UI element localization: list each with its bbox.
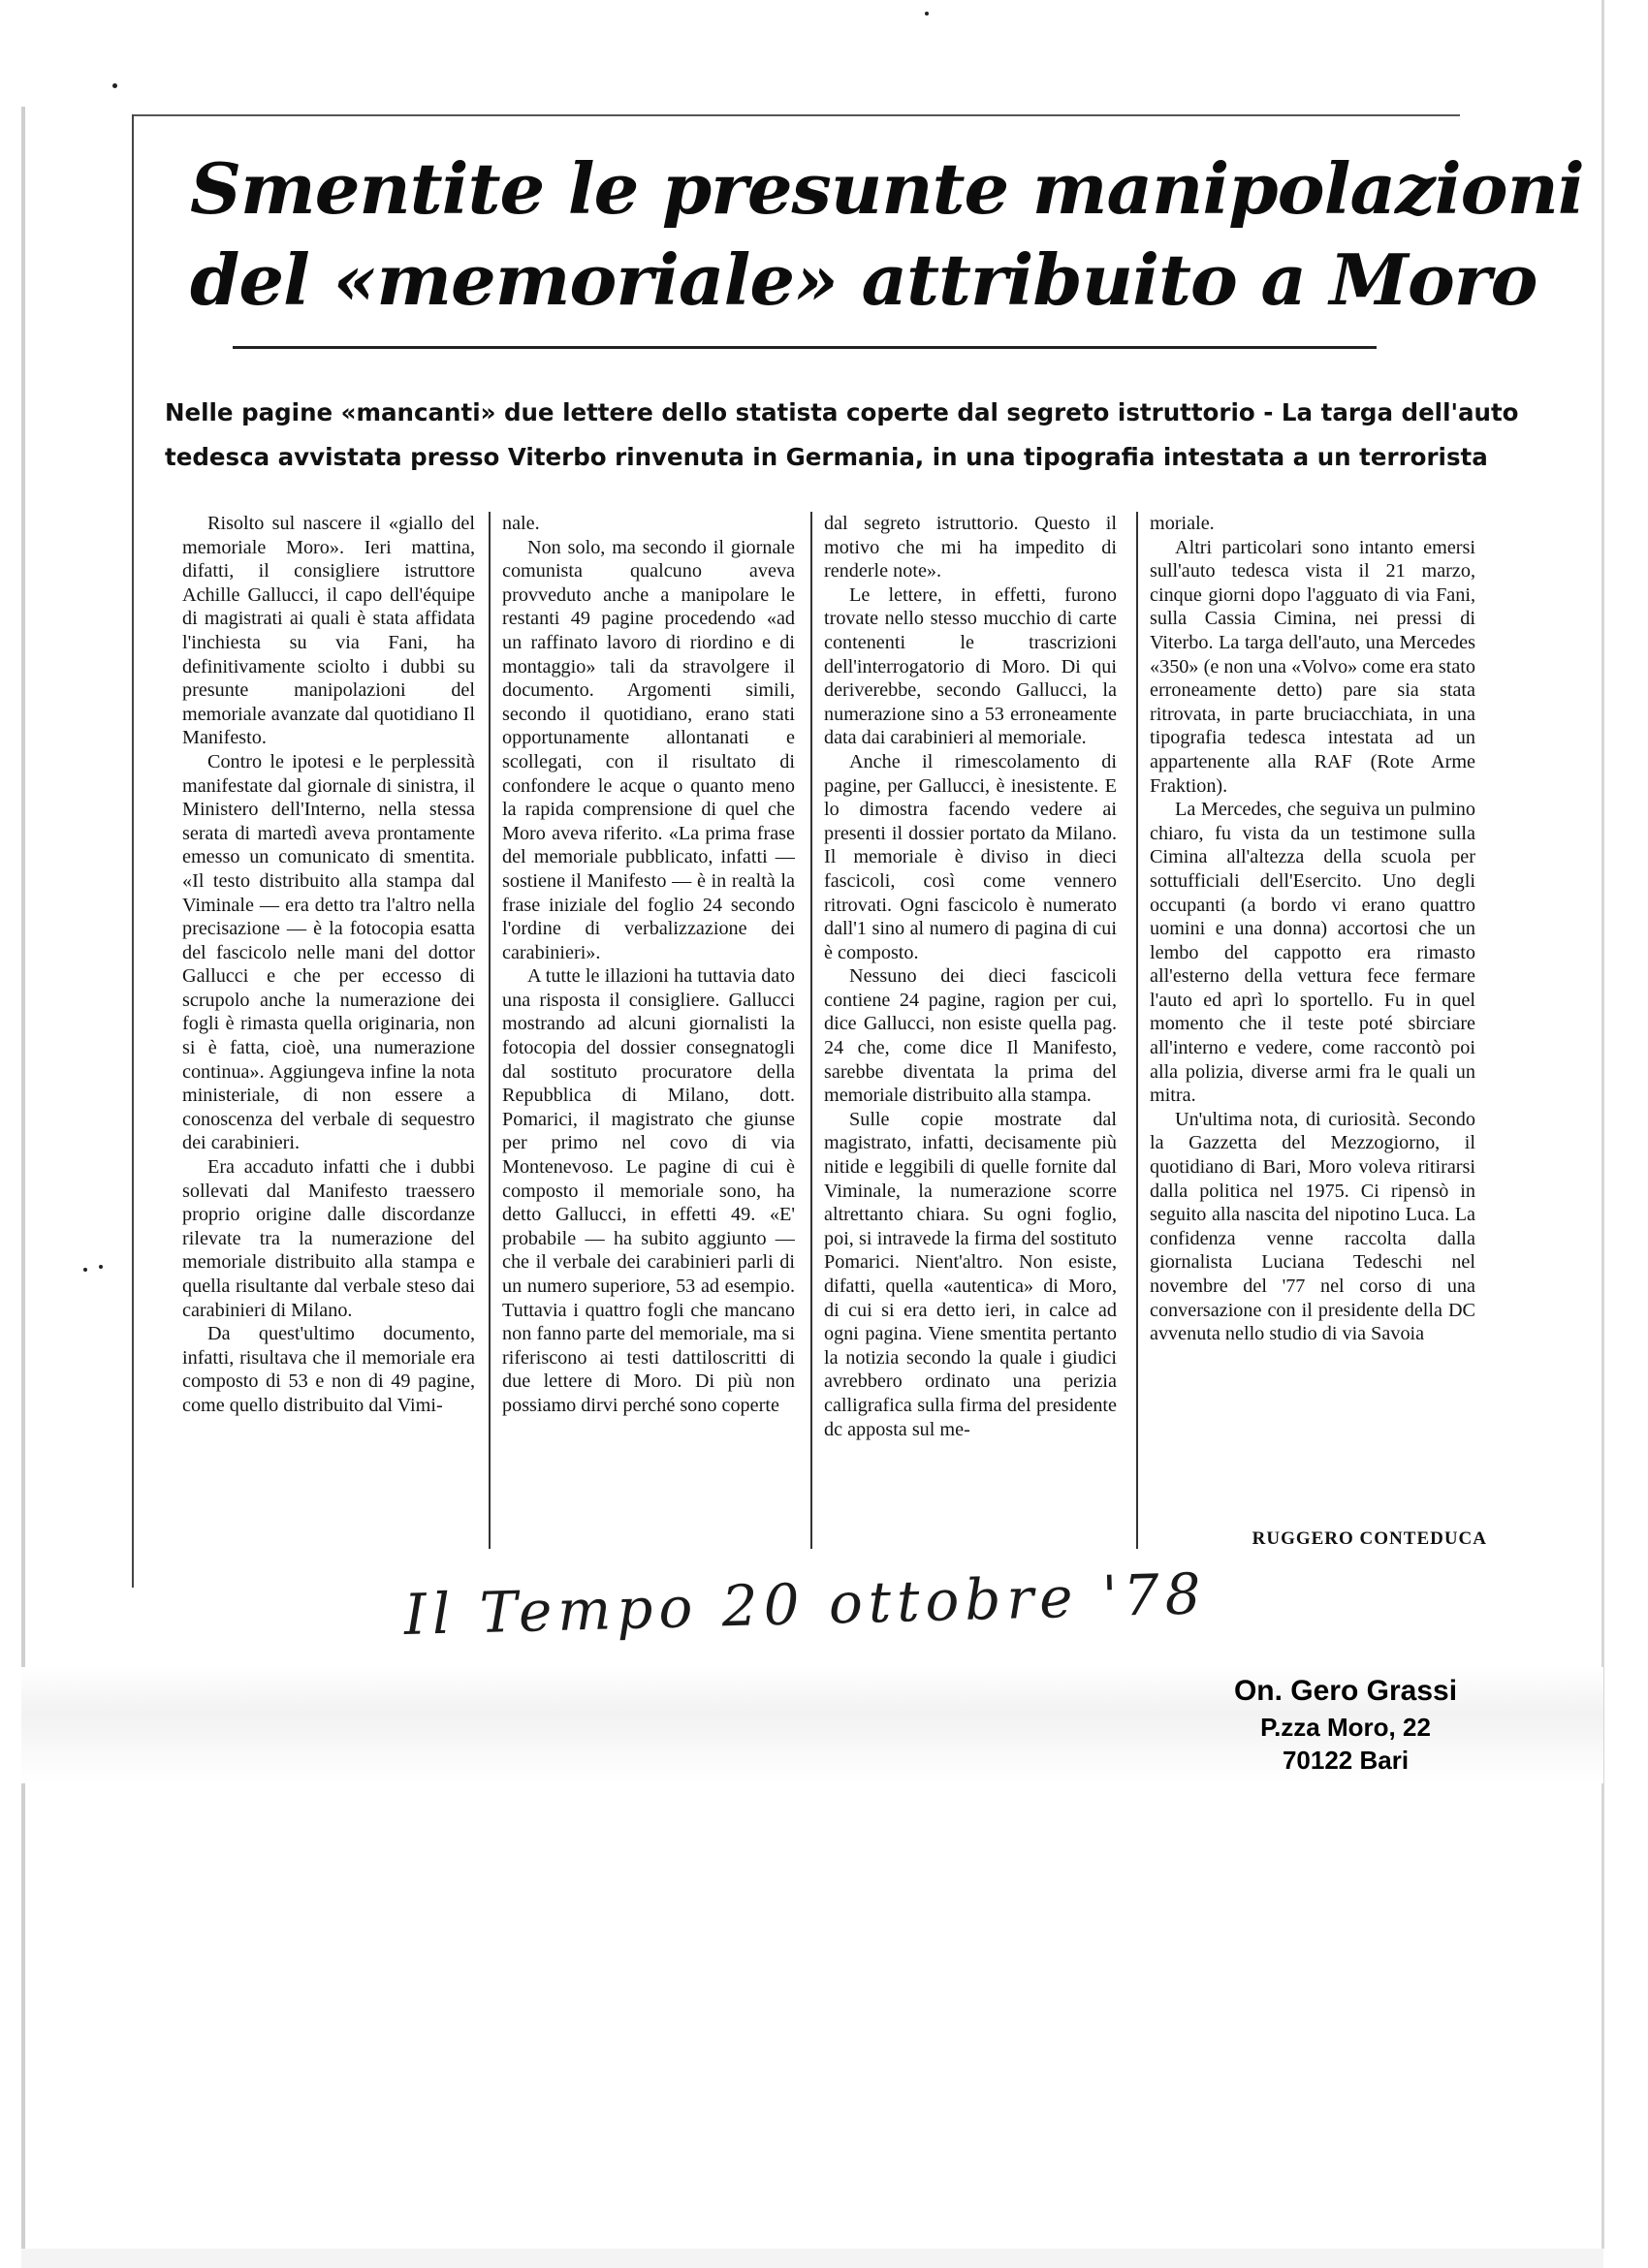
article-byline: RUGGERO CONTEDUCA bbox=[1252, 1528, 1487, 1549]
scan-speck bbox=[83, 1268, 87, 1272]
article-body bbox=[182, 512, 1481, 1559]
address-stamp bbox=[1190, 1672, 1501, 1777]
handwritten-source-note: Il Tempo 20 ottobre '78 bbox=[403, 1560, 1208, 1648]
paragraph: La Mercedes, che seguiva un pulmino chiaro, fu vista da un testimone sulla Cimina all'altezza della scuola per sottufficiali dell'Esercito. Uno degli occupanti (a bordo vi erano quattro uomini e una donna) accortosi che un lembo del cappotto era rimasto all'esterno della vettura fece fermare l'auto ed aprì lo sportello. Fu in quel momento che il teste poté sbirciare all'interno e vedere, come raccontò poi alla polizia, diverse armi fra le quali un mitra. bbox=[1150, 799, 1475, 1107]
column-separator bbox=[810, 512, 812, 1549]
article-column-4 bbox=[1150, 512, 1475, 1559]
column-separator bbox=[1136, 512, 1138, 1549]
subhead-line-2: tedesca avvistata presso Viterbo rinvenuta in Germania, in una tipografia intestata a un terrorista bbox=[165, 443, 1488, 471]
paragraph: Le lettere, in effetti, furono trovate nello stesso mucchio di carte contenenti le trascrizioni dell'interrogatorio di Moro. Di qui deriverebbe, secondo Gallucci, la numerazione sino a 53 erroneamente data dai carabinieri al memoriale. bbox=[824, 583, 1117, 749]
paragraph: Sulle copie mostrate dal magistrato, infatti, decisamente più nitide e leggibili di quelle fornite dal Viminale, la numerazione scorre altrettanto chiara. Su ogni foglio, poi, si intravede la firma del sostituto Pomarici. Nient'altro. Non esiste, difatti, quella «autentica» di Moro, di cui si era detto ieri, in calce ad ogni pagina. Viene smentita pertanto la notizia secondo la quale i giudici avrebbero ordinato una perizia calligrafica sulla firma del presidente dc apposta sul me- bbox=[824, 1108, 1117, 1440]
paragraph: Non solo, ma secondo il giornale comunista qualcuno aveva provveduto anche a manipolare le restanti 49 pagine procedendo «ad un raffinato lavoro di riordino e di montaggio» tali da stravolgere il documento. Argomenti simili, secondo il quotidiano, erano stati opportunamente allontanati e scollegati, con il risultato di confondere le acque o quanto meno la rapida comprensione di quel che Moro aveva riferito. «La prima frase del memoriale pubblicato, infatti — sostiene il Manifesto — è in realtà la frase iniziale del foglio 24 secondo l'ordine di verbalizzazione dei carabinieri». bbox=[502, 536, 795, 963]
stamp-city: 70122 Bari bbox=[1282, 1746, 1410, 1775]
stamp-street: P.zza Moro, 22 bbox=[1260, 1713, 1431, 1742]
scan-speck bbox=[112, 83, 117, 88]
article-column-1 bbox=[182, 512, 475, 1559]
clipping-border-left bbox=[132, 114, 134, 1588]
article-headline bbox=[190, 143, 1584, 326]
paragraph: Un'ultima nota, di curiosità. Secondo la Gazzetta del Mezzogiorno, il quotidiano di Bari, Moro voleva ritirarsi dalla politica nel 1975. Ci ripensò in seguito alla nascita del nipotino Luca. La confidenza venne raccolta dalla giornalista Luciana Tedeschi nel novembre del '77 nel corso di una conversazione con il presidente della DC avvenuta nello studio di via Savoia bbox=[1150, 1108, 1475, 1345]
paragraph: dal segreto istruttorio. Questo il motivo che mi ha impedito di renderle note». bbox=[824, 513, 1117, 583]
scan-edge-left bbox=[21, 107, 25, 2258]
paragraph: Altri particolari sono intanto emersi sull'auto tedesca vista il 21 marzo, cinque giorni dopo l'agguato di via Fani, sulla Cassia Cimina, nei pressi di Viterbo. La targa dell'auto, una Mercedes «350» (e non una «Volvo» come era stato erroneamente detto) pare sia stata ritrovata, in parte bruciacchiata, in una tipografia tedesca intestata ad un appartenente alla RAF (Rote Arme Fraktion). bbox=[1150, 536, 1475, 797]
article-subheadline bbox=[165, 391, 1519, 480]
column-separator bbox=[489, 512, 491, 1549]
scan-bottom-band bbox=[21, 2249, 1603, 2268]
headline-rule bbox=[233, 346, 1377, 349]
article-column-3 bbox=[824, 512, 1117, 1559]
paragraph: Anche il rimescolamento di pagine, per Gallucci, è inesistente. E lo dimostra facendo vedere ai presenti il dossier portato da Milano. Il memoriale è diviso in dieci fascicoli, così come vennero ritrovati. Ogni fascicolo è numerato dall'1 sino al numero di pagina di cui è composto. bbox=[824, 750, 1117, 963]
paragraph: Era accaduto infatti che i dubbi sollevati dal Manifesto traessero proprio origine dalle discordanze rilevate tra la numerazione del memoriale distribuito alla stampa e quella risultante dal verbale steso dai carabinieri di Milano. bbox=[182, 1156, 475, 1321]
paragraph: A tutte le illazioni ha tuttavia dato una risposta il consigliere. Gallucci mostrando ad alcuni giornalisti la fotocopia del dossier consegnatogli dal sostituto procuratore della Repubblica di Milano, dott. Pomarici, il magistrato che giunse per primo nel covo di via Montenevoso. Le pagine di cui è composto il memoriale sono, ha detto Gallucci, in effetti 49. «E' probabile — ha subito aggiunto — che il verbale dei carabinieri parli di un numero superiore, 53 ad esempio. Tuttavia i quattro fogli che mancano non fanno parte del memoriale, ma si riferiscono ai testi dattiloscritti di due lettere di Moro. Di più non possiamo dirvi perché sono coperte bbox=[502, 965, 795, 1416]
headline-line-2: del «memoriale» attribuito a Moro bbox=[190, 238, 1537, 321]
paragraph: Nessuno dei dieci fascicoli contiene 24 pagine, ragion per cui, dice Gallucci, non esiste quella pag. 24 che, come dice Il Manifesto, sarebbe diventata la prima del memoriale distribuito alla stampa. bbox=[824, 965, 1117, 1107]
paragraph: Da quest'ultimo documento, infatti, risultava che il memoriale era composto di 53 e non di 49 pagine, come quello distribuito dal Vimi- bbox=[182, 1323, 475, 1416]
scan-speck bbox=[925, 12, 929, 16]
article-column-2 bbox=[502, 512, 795, 1559]
headline-line-1: Smentite le presunte manipolazioni bbox=[190, 147, 1584, 230]
paragraph: moriale. bbox=[1150, 513, 1215, 534]
scan-speck bbox=[99, 1265, 103, 1269]
subhead-line-1: Nelle pagine «mancanti» due lettere dello statista coperte dal segreto istruttorio - La targa dell'auto bbox=[165, 398, 1519, 426]
paragraph: nale. bbox=[502, 513, 540, 534]
stamp-name: On. Gero Grassi bbox=[1233, 1675, 1458, 1707]
clipping-border-top bbox=[132, 114, 1460, 116]
scan-edge-right bbox=[1601, 0, 1604, 2249]
paragraph: Risolto sul nascere il «giallo del memoriale Moro». Ieri mattina, difatti, il consigliere istruttore Achille Gallucci, il capo dell'équipe di magistrati ai quali è stata affidata l'inchiesta su via Fani, ha definitivamente sciolto i dubbi su presunte manipolazioni del memoriale avanzate dal quotidiano Il Manifesto. bbox=[182, 513, 475, 749]
paragraph: Contro le ipotesi e le perplessità manifestate dal giornale di sinistra, il Ministero dell'Interno, nella stessa serata di martedì aveva prontamente emesso un comunicato di smentita. «Il testo distribuito alla stampa dal Viminale — era detto tra l'altro nella precisazione — è la fotocopia esatta del fascicolo nelle mani del dottor Gallucci e che per eccesso di scrupolo anche la numerazione dei fogli è rimasta quella originaria, non si è fatta, cioè, una numerazione continua». Aggiungeva infine la nota ministeriale, di non essere a conoscenza del verbale di sequestro dei carabinieri. bbox=[182, 750, 475, 1154]
